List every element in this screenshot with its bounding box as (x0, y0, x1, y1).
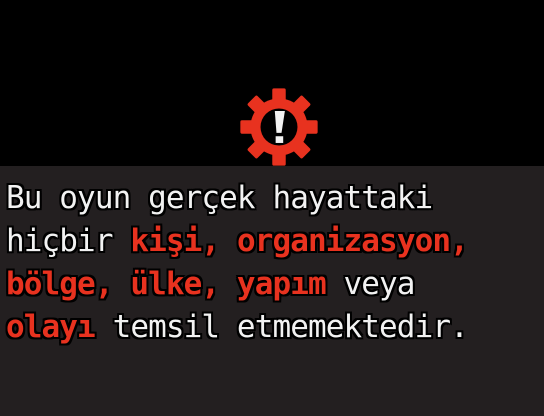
disclaimer-line (6, 220, 542, 263)
disclaimer-line (6, 177, 542, 220)
plain-text: temsil etmemektedir. (94, 309, 468, 345)
plain-text: hiçbir (6, 223, 131, 259)
disclaimer-message (6, 177, 542, 349)
plain-text: veya (325, 266, 415, 302)
highlighted-text: olayı (6, 309, 95, 345)
warning-gear-icon (237, 85, 321, 169)
highlighted-text: bölge, ülke, yapım (6, 266, 326, 302)
highlighted-text: kişi, organizasyon, (130, 223, 468, 259)
disclaimer-line (6, 263, 542, 306)
plain-text: Bu oyun gerçek hayattaki (6, 180, 433, 216)
disclaimer-line (6, 306, 542, 349)
